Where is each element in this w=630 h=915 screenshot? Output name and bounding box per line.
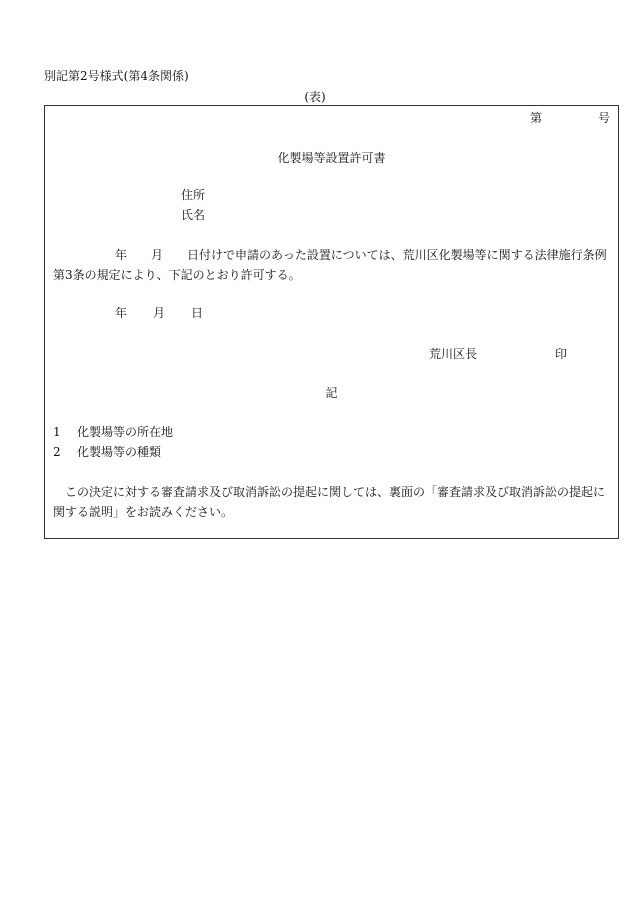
form-label: 別記第2号様式(第4条関係) bbox=[44, 69, 189, 83]
seal-label: 印 bbox=[555, 347, 568, 361]
item-number: 1 bbox=[53, 425, 61, 439]
issuer-line bbox=[429, 346, 567, 362]
list-item bbox=[53, 424, 173, 440]
item-text: 化製場等の所在地 bbox=[77, 425, 174, 439]
item-number: 2 bbox=[53, 445, 61, 459]
permit-document-frame bbox=[44, 105, 619, 539]
permit-body-text: 年 月 日付けで申請のあった設置については、荒川区化製場等に関する法律施行条例第3条の規定により、下記のとおり許可する。 bbox=[53, 248, 607, 282]
ki-label: 記 bbox=[325, 386, 338, 400]
item-text: 化製場等の種類 bbox=[77, 445, 162, 459]
issue-date-line bbox=[115, 305, 203, 321]
date-month: 月 bbox=[153, 306, 166, 320]
name-label: 氏名 bbox=[181, 208, 206, 222]
side-label: (表) bbox=[304, 90, 326, 104]
date-year: 年 bbox=[115, 306, 128, 320]
address-label: 住所 bbox=[181, 188, 206, 202]
number-suffix: 号 bbox=[597, 111, 610, 125]
date-day: 日 bbox=[191, 306, 204, 320]
number-prefix: 第 bbox=[530, 111, 543, 125]
issuer-name: 荒川区長 bbox=[429, 347, 478, 361]
document-title: 化製場等設置許可書 bbox=[277, 151, 386, 165]
list-item bbox=[53, 444, 161, 460]
appeal-notice-text: この決定に対する審査請求及び取消訴訟の提起に関しては、裏面の「審査請求及び取消訴訟の提起に関する説明」をお読みください。 bbox=[53, 485, 606, 519]
